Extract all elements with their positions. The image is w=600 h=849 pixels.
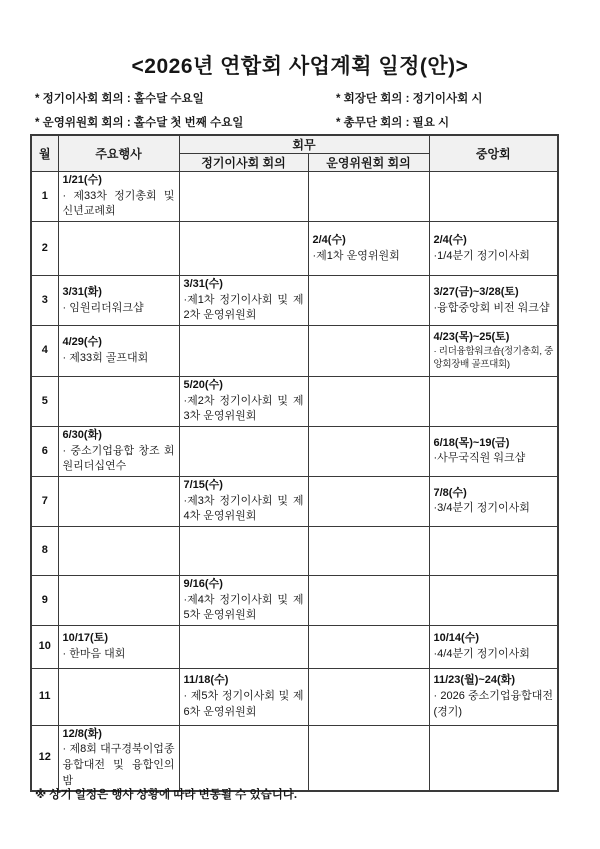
cell-central (429, 575, 558, 625)
cell-main-events (58, 426, 179, 476)
event-date: 6/18(목)~19(금) (433, 436, 510, 449)
event-item: · 제33차 정기총회 및 신년교례회 (62, 189, 175, 218)
cell-main-events (58, 668, 179, 725)
cell-central (429, 426, 558, 476)
event-date: 3/31(화) (62, 285, 102, 298)
col-header-month: 월 (31, 135, 58, 172)
cell-central (429, 276, 558, 326)
event-item: ·1/4분기 정기이사회 (433, 249, 530, 262)
event-date: 5/20(수) (183, 379, 223, 391)
event-item: ·제4차 정기이사회 및 제5차 운영위원회 (183, 593, 304, 622)
cell-steering-meeting (308, 276, 429, 326)
cell-central (429, 526, 558, 575)
cell-central (429, 377, 558, 427)
table-row (31, 725, 558, 791)
event-item: ·4/4분기 정기이사회 (433, 647, 530, 660)
event-item: ·제2차 정기이사회 및 제3차 운영위원회 (183, 394, 304, 423)
table-row (31, 172, 558, 222)
cell-month: 11 (31, 668, 58, 725)
cell-board-meeting (179, 222, 308, 276)
cell-board-meeting (179, 326, 308, 377)
event-item: ·제1차 정기이사회 및 제2차 운영위원회 (183, 293, 304, 322)
cell-central (429, 172, 558, 222)
cell-month: 3 (31, 276, 58, 326)
cell-month: 12 (31, 725, 58, 791)
cell-board-meeting (179, 426, 308, 476)
event-date: 2/4(수) (433, 233, 467, 246)
col-header-steering-meeting: 운영위원회 회의 (308, 154, 429, 172)
cell-month: 9 (31, 575, 58, 625)
col-header-affairs: 회무 (179, 135, 429, 154)
cell-month: 8 (31, 526, 58, 575)
cell-steering-meeting (308, 526, 429, 575)
cell-main-events (58, 276, 179, 326)
event-date: 3/31(수) (183, 278, 223, 291)
cell-month: 1 (31, 172, 58, 222)
cell-central (429, 625, 558, 668)
cell-main-events (58, 172, 179, 222)
event-item: · 제5차 정기이사회 및 제6차 운영위원회 (183, 690, 304, 718)
event-item: · 제33회 골프대회 (62, 352, 149, 364)
event-item: · 중소기업융합 창조 회원리더십연수 (62, 444, 175, 473)
table-row (31, 526, 558, 575)
table-row (31, 222, 558, 276)
cell-board-meeting (179, 172, 308, 222)
event-date: 9/16(수) (183, 577, 223, 590)
event-item: · 제8회 대구경북이업종융합대전 및 융합인의 밤 (62, 743, 175, 787)
cell-steering-meeting (308, 625, 429, 668)
cell-steering-meeting (308, 575, 429, 625)
event-date: 4/29(수) (62, 336, 102, 349)
table-row (31, 476, 558, 526)
event-date: 11/23(월)~24(화) (433, 674, 515, 687)
event-date: 11/18(수) (183, 674, 229, 687)
event-date: 4/23(목)~25(토) (433, 331, 510, 344)
event-date: 10/14(수) (433, 632, 479, 645)
table-row (31, 326, 558, 377)
cell-steering-meeting (308, 222, 429, 276)
cell-board-meeting (179, 476, 308, 526)
cell-month: 7 (31, 476, 58, 526)
note-board-meeting-rule: * 정기이사회 회의 : 홀수달 수요일 (35, 93, 204, 105)
cell-month: 4 (31, 326, 58, 377)
event-date: 6/30(화) (62, 428, 102, 441)
note-president-meeting-rule: * 회장단 회의 : 정기이사회 시 (336, 93, 483, 105)
event-item: ·제1차 운영위원회 (312, 249, 400, 262)
cell-steering-meeting (308, 476, 429, 526)
cell-steering-meeting (308, 377, 429, 427)
cell-steering-meeting (308, 326, 429, 377)
cell-main-events (58, 326, 179, 377)
table-row (31, 575, 558, 625)
cell-month: 2 (31, 222, 58, 276)
cell-main-events (58, 526, 179, 575)
cell-month: 10 (31, 625, 58, 668)
note-general-affairs-meeting-rule: * 총무단 회의 : 필요 시 (336, 117, 450, 129)
cell-steering-meeting (308, 172, 429, 222)
cell-board-meeting (179, 377, 308, 427)
table-header (31, 135, 558, 172)
cell-month: 5 (31, 377, 58, 427)
cell-board-meeting (179, 575, 308, 625)
col-header-main-events: 주요행사 (58, 135, 179, 172)
cell-board-meeting (179, 725, 308, 791)
table-row (31, 668, 558, 725)
cell-board-meeting (179, 276, 308, 326)
table-body (31, 172, 558, 792)
event-date: 3/27(금)~3/28(토) (433, 285, 519, 298)
table-row (31, 625, 558, 668)
event-item: ·사무국직원 워크샵 (433, 452, 526, 465)
cell-main-events (58, 625, 179, 668)
table-row (31, 426, 558, 476)
note-steering-meeting-rule: * 운영위원회 회의 : 홀수달 첫 번째 수요일 (35, 117, 244, 129)
cell-main-events (58, 725, 179, 791)
event-item: · 2026 중소기업융합대전 (경기) (433, 690, 553, 718)
event-date: 12/8(화) (62, 727, 102, 740)
table-row (31, 377, 558, 427)
event-item: · 임원리더워크샵 (62, 301, 144, 314)
schedule-table (30, 134, 559, 792)
cell-main-events (58, 377, 179, 427)
event-date: 2/4(수) (312, 233, 346, 246)
event-date: 7/8(수) (433, 486, 467, 499)
cell-main-events (58, 222, 179, 276)
cell-board-meeting (179, 668, 308, 725)
cell-central (429, 725, 558, 791)
cell-central (429, 222, 558, 276)
event-item: ·3/4분기 정기이사회 (433, 502, 530, 515)
event-item: · 한마음 대회 (62, 647, 126, 660)
event-item: · 리더융합워크숍(정기총회, 중앙회장배 골프대회) (433, 345, 553, 370)
table-row (31, 276, 558, 326)
cell-steering-meeting (308, 668, 429, 725)
cell-month: 6 (31, 426, 58, 476)
footer-note: ※ 상기 일정은 행사 상황에 따라 변동될 수 있습니다. (35, 789, 298, 801)
event-item: ·제3차 정기이사회 및 제4차 운영위원회 (183, 494, 304, 523)
event-date: 1/21(수) (62, 174, 102, 187)
cell-steering-meeting (308, 725, 429, 791)
event-date: 10/17(토) (62, 632, 108, 645)
event-date: 7/15(수) (183, 478, 223, 491)
cell-central (429, 476, 558, 526)
col-header-central: 중앙회 (429, 135, 558, 172)
page-title: <2026년 연합회 사업계획 일정(안)> (131, 55, 469, 78)
event-item: ·융합중앙회 비전 워크샵 (433, 301, 550, 314)
cell-board-meeting (179, 625, 308, 668)
cell-main-events (58, 575, 179, 625)
cell-central (429, 668, 558, 725)
cell-board-meeting (179, 526, 308, 575)
cell-main-events (58, 476, 179, 526)
cell-central (429, 326, 558, 377)
cell-steering-meeting (308, 426, 429, 476)
col-header-board-meeting: 정기이사회 회의 (179, 154, 308, 172)
